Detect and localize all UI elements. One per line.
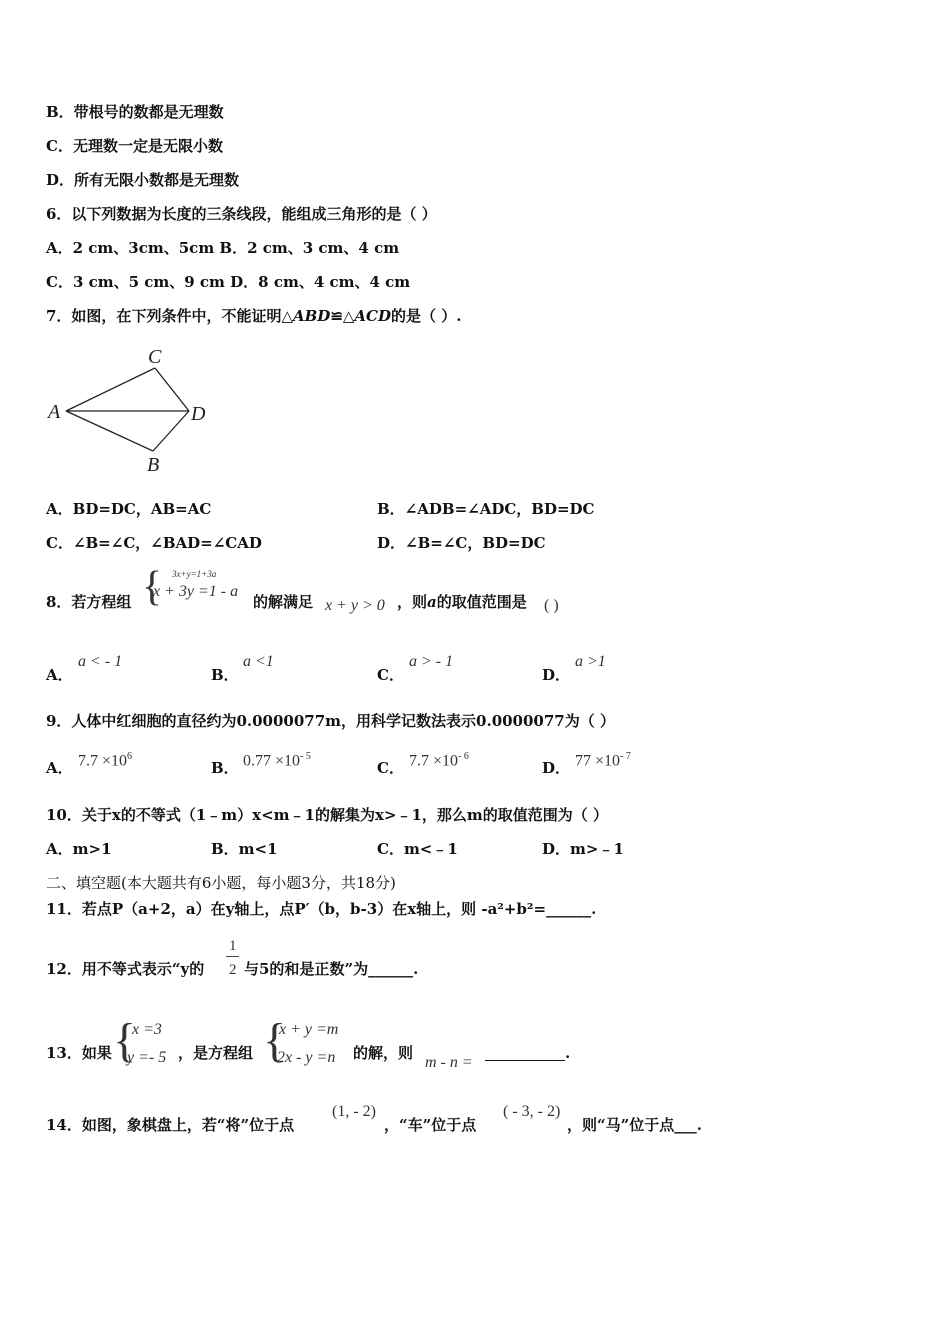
q8-stem-b: 的解满足 <box>253 593 314 611</box>
q8-brace: { <box>142 564 163 610</box>
q12-frac-bar <box>226 956 239 957</box>
q9-option-b-letter: B． <box>211 759 239 777</box>
q8-var: a <box>427 593 437 611</box>
q8-option-c-expr: a > - 1 <box>409 653 454 670</box>
q7-triangle-figure <box>40 340 230 480</box>
q9-option-c-exp: - 6 <box>458 751 469 762</box>
q8-option-d-expr: a >1 <box>575 653 606 670</box>
q7-stem <box>46 306 461 326</box>
q10-option-b: B．m<1 <box>211 840 278 858</box>
q14-point-che: ( - 3, - 2) <box>503 1103 561 1120</box>
q9-option-c-letter: C． <box>377 759 404 777</box>
q11-text: 11．若点P（a+2，a）在y轴上，点P′（b，b-3）在x轴上，则 -a²+b²=______. <box>46 900 597 918</box>
q8-option-b-expr: a <1 <box>243 653 274 670</box>
q13-stem-b: ，是方程组 <box>178 1044 254 1062</box>
q7-option-b: B．∠ADB=∠ADC，BD=DC <box>377 500 595 518</box>
q8-stem-a: 8．若方程组 <box>46 593 132 611</box>
q9-option-b-base: 0.77 ×10 <box>243 752 301 770</box>
q12-stem-b: 与5的和是正数”为______. <box>244 960 419 978</box>
q9-option-c-base: 7.7 ×10 <box>409 752 459 770</box>
q9-option-a-exp: 6 <box>127 751 133 762</box>
segment-ab <box>66 411 153 451</box>
q9-stem: 9．人体中红细胞的直径约为0.0000077m，用科学记数法表示0.0000077为（ ） <box>46 712 615 730</box>
q9-option-b-expr <box>243 747 311 771</box>
q9-option-d-base: 77 ×10 <box>575 752 621 770</box>
q13-brace-1: { <box>113 1014 137 1067</box>
label-b: B <box>147 454 160 476</box>
q9-option-d-exp: - 7 <box>620 751 631 762</box>
q14-point-jiang: (1, - 2) <box>332 1103 376 1120</box>
q6-options-cd: C．3 cm、5 cm、9 cm D．8 cm、4 cm、4 cm <box>46 273 411 291</box>
section2-title: 二、填空题(本大题共有6小题，每小题3分，共18分) <box>46 874 396 892</box>
q13-expr: m - n = <box>425 1054 473 1071</box>
q14-stem-b: ，“车”位于点 <box>384 1116 477 1134</box>
q8-eq1: 3x+y=1+3a <box>172 569 217 579</box>
q8-answer-paren: ( ) <box>544 597 559 614</box>
q13-sys2-a: x + y =m <box>279 1021 339 1038</box>
q12-stem-a: 12．用不等式表示“y的 <box>46 960 205 978</box>
q13-sys2-b: 2x - y =n <box>277 1049 336 1066</box>
q8-stem-d-text: 的取值范围是 <box>436 593 527 611</box>
q8-option-b-letter: B． <box>211 666 239 684</box>
q9-option-a-base: 7.7 ×10 <box>78 752 128 770</box>
q9-option-b-exp: - 5 <box>300 751 311 762</box>
label-c: C <box>148 346 162 368</box>
q13-sys1-b: y =- 5 <box>127 1049 167 1066</box>
q7-triangle-acd: ACD <box>354 307 392 325</box>
q8-stem-c <box>397 592 527 612</box>
label-d: D <box>191 403 206 425</box>
q13-brace-2: { <box>263 1014 287 1067</box>
q9-option-a-expr <box>78 747 132 771</box>
q5-option-b: B．带根号的数都是无理数 <box>46 103 224 121</box>
q10-option-d: D．m>﹣1 <box>542 840 624 858</box>
q6-options-ab: A．2 cm、3cm、5cm B．2 cm、3 cm、4 cm <box>46 239 400 257</box>
q7-triangle-abd: ABD <box>292 307 331 325</box>
q12-frac-den: 2 <box>229 962 237 978</box>
q8-option-d-letter: D． <box>542 666 571 684</box>
q13-sys1-a: x =3 <box>132 1021 162 1038</box>
q13-stem-c: 的解，则 <box>353 1044 414 1062</box>
q5-option-d: D．所有无限小数都是无理数 <box>46 171 240 189</box>
q10-option-c: C．m<﹣1 <box>377 840 458 858</box>
q7-option-d: D．∠B=∠C，BD=DC <box>377 534 546 552</box>
q10-stem: 10．关于x的不等式（1﹣m）x<m﹣1的解集为x>﹣1，那么m的取值范围为（ ） <box>46 806 608 824</box>
q9-option-d-letter: D． <box>542 759 571 777</box>
segment-cd <box>155 368 189 411</box>
q12-frac-num: 1 <box>229 938 237 954</box>
q13-stem-a: 13．如果 <box>46 1044 112 1062</box>
q13-answer-blank <box>485 1060 565 1061</box>
segment-ac <box>66 368 155 411</box>
q5-option-c: C．无理数一定是无限小数 <box>46 137 223 155</box>
q7-congruent-sign: ≌△ <box>330 307 355 325</box>
q9-option-d-expr <box>575 747 631 771</box>
q8-option-c-letter: C． <box>377 666 404 684</box>
q10-option-a: A．m>1 <box>46 840 112 858</box>
q9-option-c-expr <box>409 747 469 771</box>
q9-option-a-letter: A． <box>46 759 73 777</box>
q7-stem-part: 7．如图，在下列条件中，不能证明△ <box>46 307 293 325</box>
q8-condition: x + y > 0 <box>325 597 385 614</box>
q8-option-a-letter: A． <box>46 666 73 684</box>
q14-stem-a: 14．如图，象棋盘上，若“将”位于点 <box>46 1116 295 1134</box>
q13-tail: . <box>565 1044 571 1062</box>
segment-bd <box>153 411 189 451</box>
q7-option-a: A．BD=DC，AB=AC <box>46 500 212 518</box>
label-a: A <box>48 401 61 423</box>
q7-option-c: C．∠B=∠C，∠BAD=∠CAD <box>46 534 262 552</box>
q8-eq2: x + 3y =1 - a <box>153 583 239 600</box>
q6-stem: 6．以下列数据为长度的三条线段，能组成三角形的是（ ） <box>46 205 437 223</box>
q7-stem-end: 的是（ ）. <box>391 307 462 325</box>
q8-option-a-expr: a < - 1 <box>78 653 123 670</box>
q8-stem-c-text: ，则 <box>397 593 428 611</box>
q14-stem-c: ，则“马”位于点___. <box>567 1116 702 1134</box>
